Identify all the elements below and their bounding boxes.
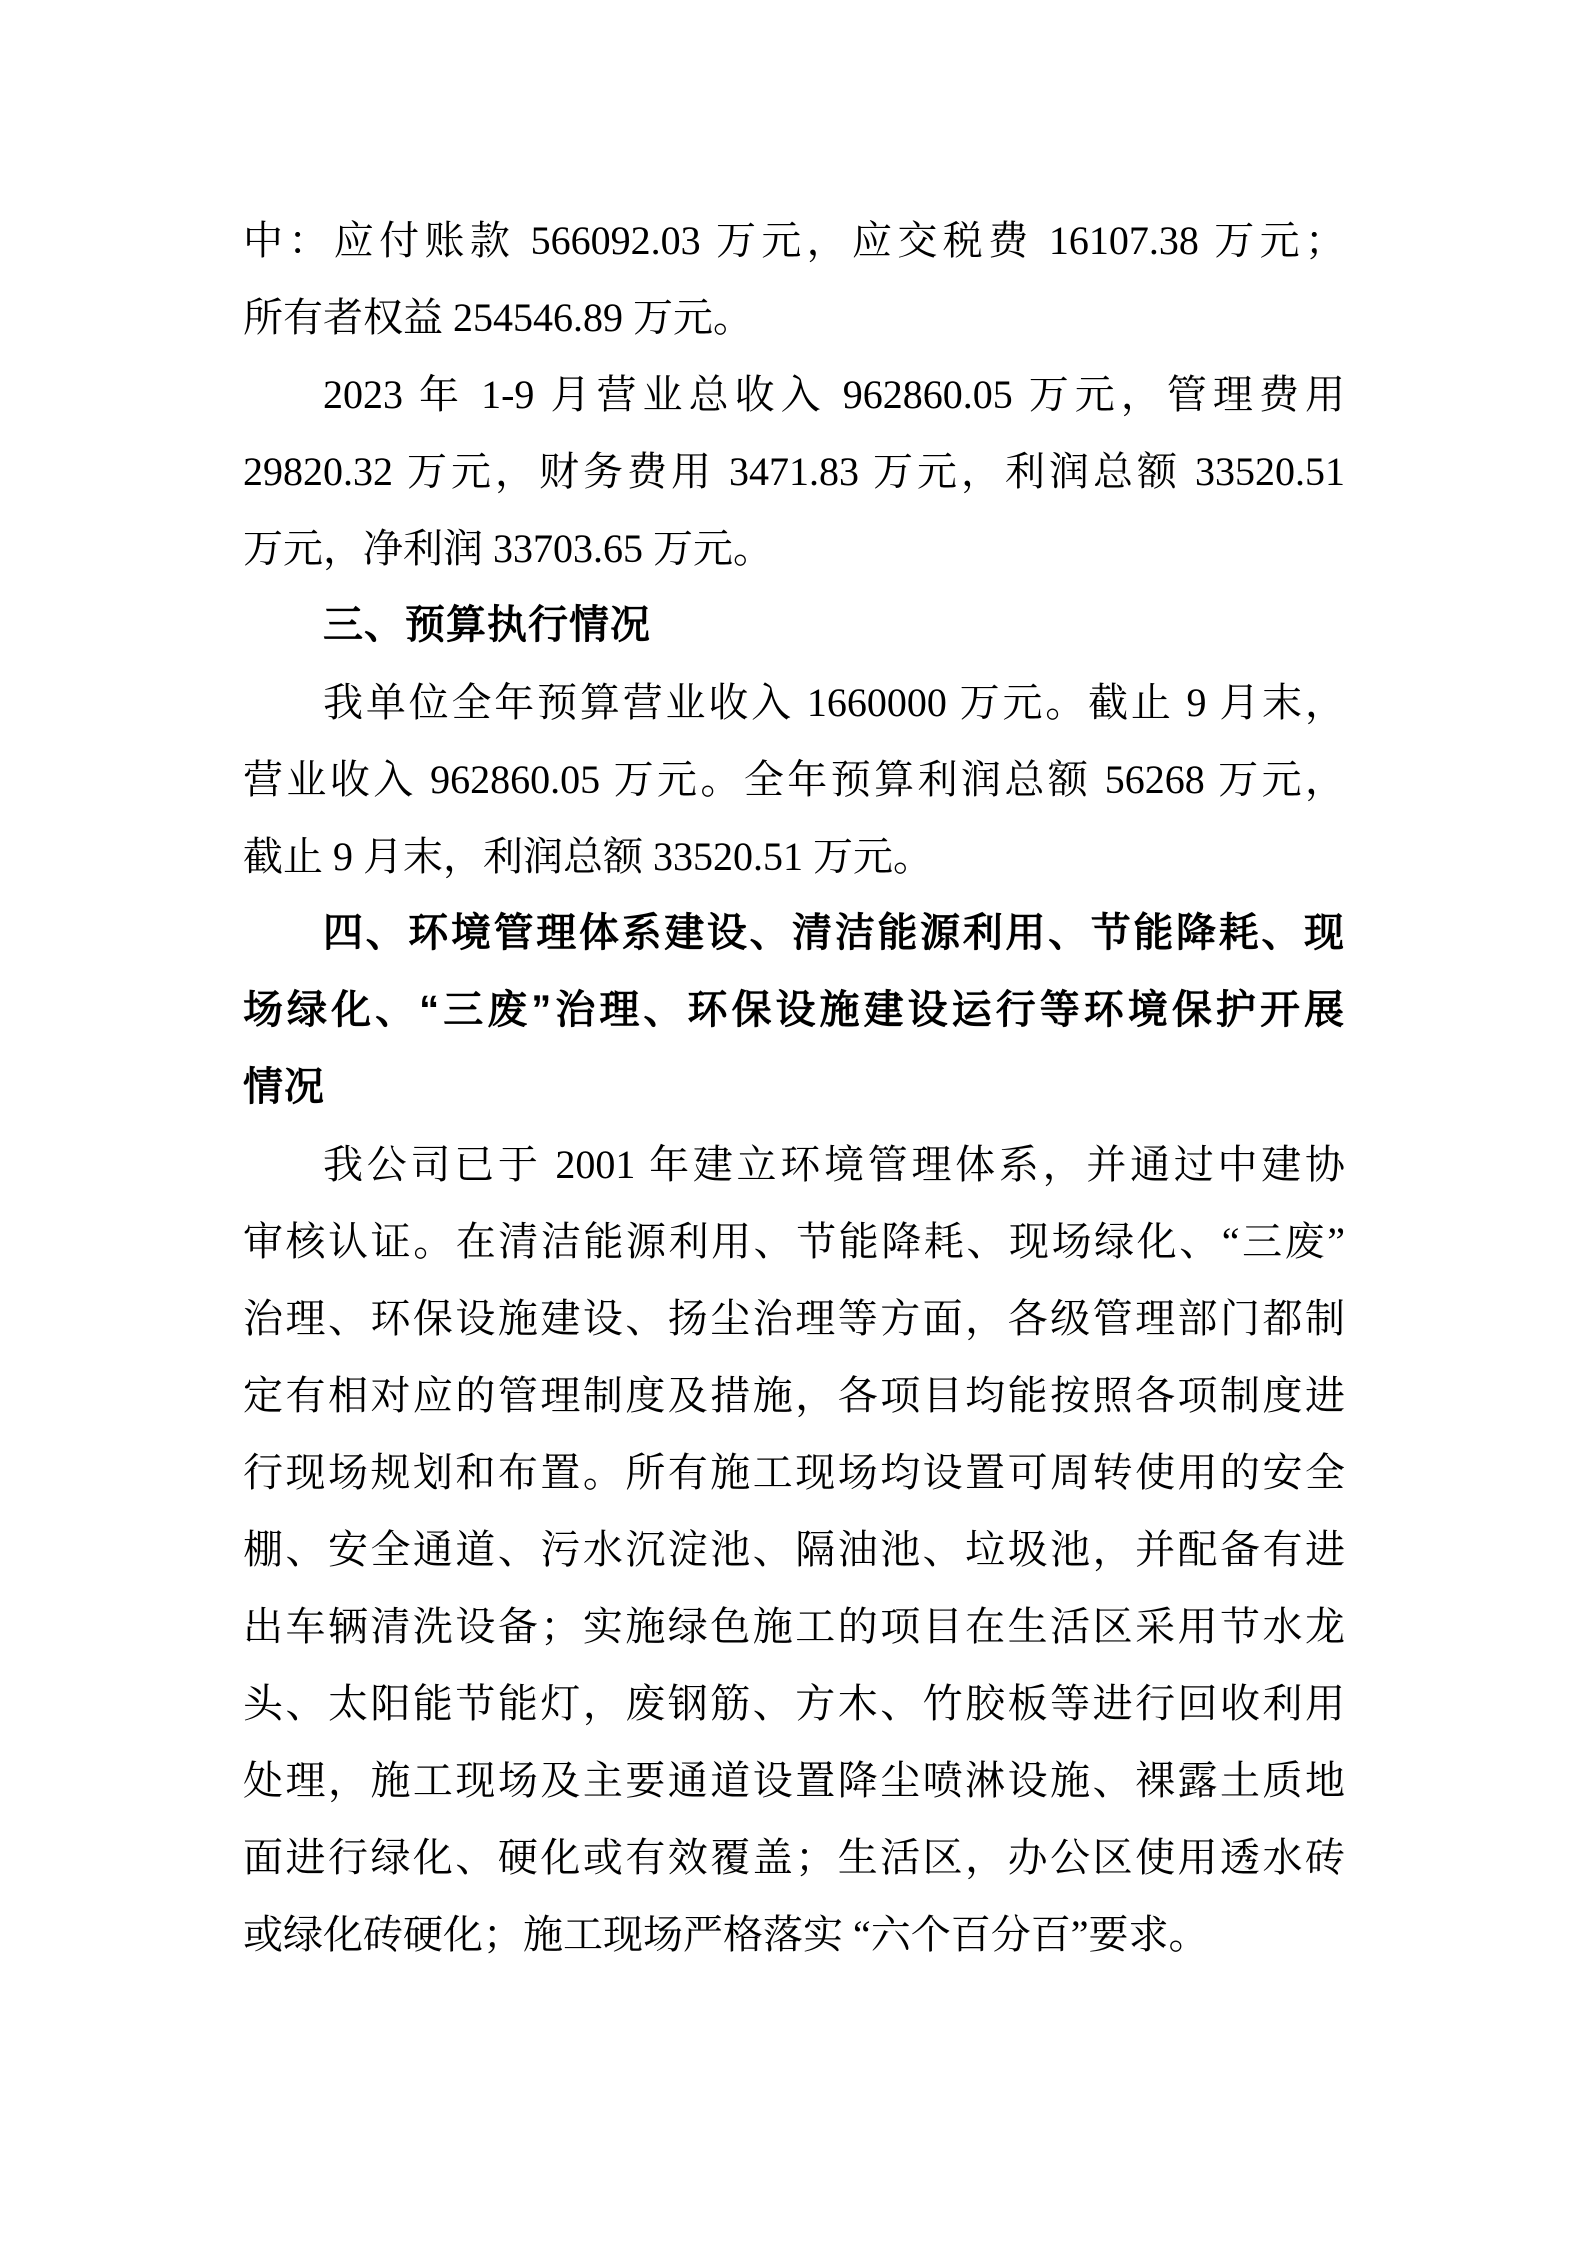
text-line: 2023 年 1-9 月营业总收入 962860.05 万元，管理费用 (323, 372, 1345, 417)
document-body (243, 202, 1345, 1973)
text-line: 情况 (243, 1065, 325, 1109)
text-line: 截止 9 月末，利润总额 33520.51 万元。 (243, 834, 933, 879)
text-line: 中：应付账款 566092.03 万元，应交税费 16107.38 万元； (243, 218, 1345, 263)
text-line: 我公司已于 2001 年建立环境管理体系，并通过中建协 (323, 1142, 1345, 1187)
text-line: 万元，净利润 33703.65 万元。 (243, 526, 773, 571)
paragraph (243, 202, 1345, 356)
section-heading (243, 587, 1345, 664)
text-line: 所有者权益 254546.89 万元。 (243, 295, 753, 340)
text-line: 审核认证。在清洁能源利用、节能降耗、现场绿化、“三废” (243, 1219, 1345, 1264)
text-line: 29820.32 万元，财务费用 3471.83 万元，利润总额 33520.51 (243, 449, 1345, 494)
paragraph (243, 664, 1345, 895)
text-line: 三、预算执行情况 (323, 603, 651, 647)
paragraph (243, 1126, 1345, 1973)
text-line: 处理，施工现场及主要通道设置降尘喷淋设施、裸露土质地 (243, 1758, 1345, 1803)
text-line: 定有相对应的管理制度及措施，各项目均能按照各项制度进 (243, 1373, 1345, 1418)
text-line: 出车辆清洗设备；实施绿色施工的项目在生活区采用节水龙 (243, 1604, 1345, 1649)
text-line: 或绿化砖硬化；施工现场严格落实 “六个百分百”要求。 (243, 1912, 1209, 1957)
text-line: 行现场规划和布置。所有施工现场均设置可周转使用的安全 (243, 1450, 1345, 1495)
text-line: 头、太阳能节能灯，废钢筋、方木、竹胶板等进行回收利用 (243, 1681, 1345, 1726)
text-line: 棚、安全通道、污水沉淀池、隔油池、垃圾池，并配备有进 (243, 1527, 1345, 1572)
text-line: 营业收入 962860.05 万元。全年预算利润总额 56268 万元， (243, 757, 1345, 802)
section-heading (243, 895, 1345, 1126)
text-line: 场绿化、“三废”治理、环保设施建设运行等环境保护开展 (243, 988, 1345, 1032)
text-line: 面进行绿化、硬化或有效覆盖；生活区，办公区使用透水砖 (243, 1835, 1345, 1880)
text-line: 四、环境管理体系建设、清洁能源利用、节能降耗、现 (323, 911, 1345, 955)
text-line: 治理、环保设施建设、扬尘治理等方面，各级管理部门都制 (243, 1296, 1345, 1341)
text-line: 我单位全年预算营业收入 1660000 万元。截止 9 月末， (323, 680, 1345, 725)
paragraph (243, 356, 1345, 587)
